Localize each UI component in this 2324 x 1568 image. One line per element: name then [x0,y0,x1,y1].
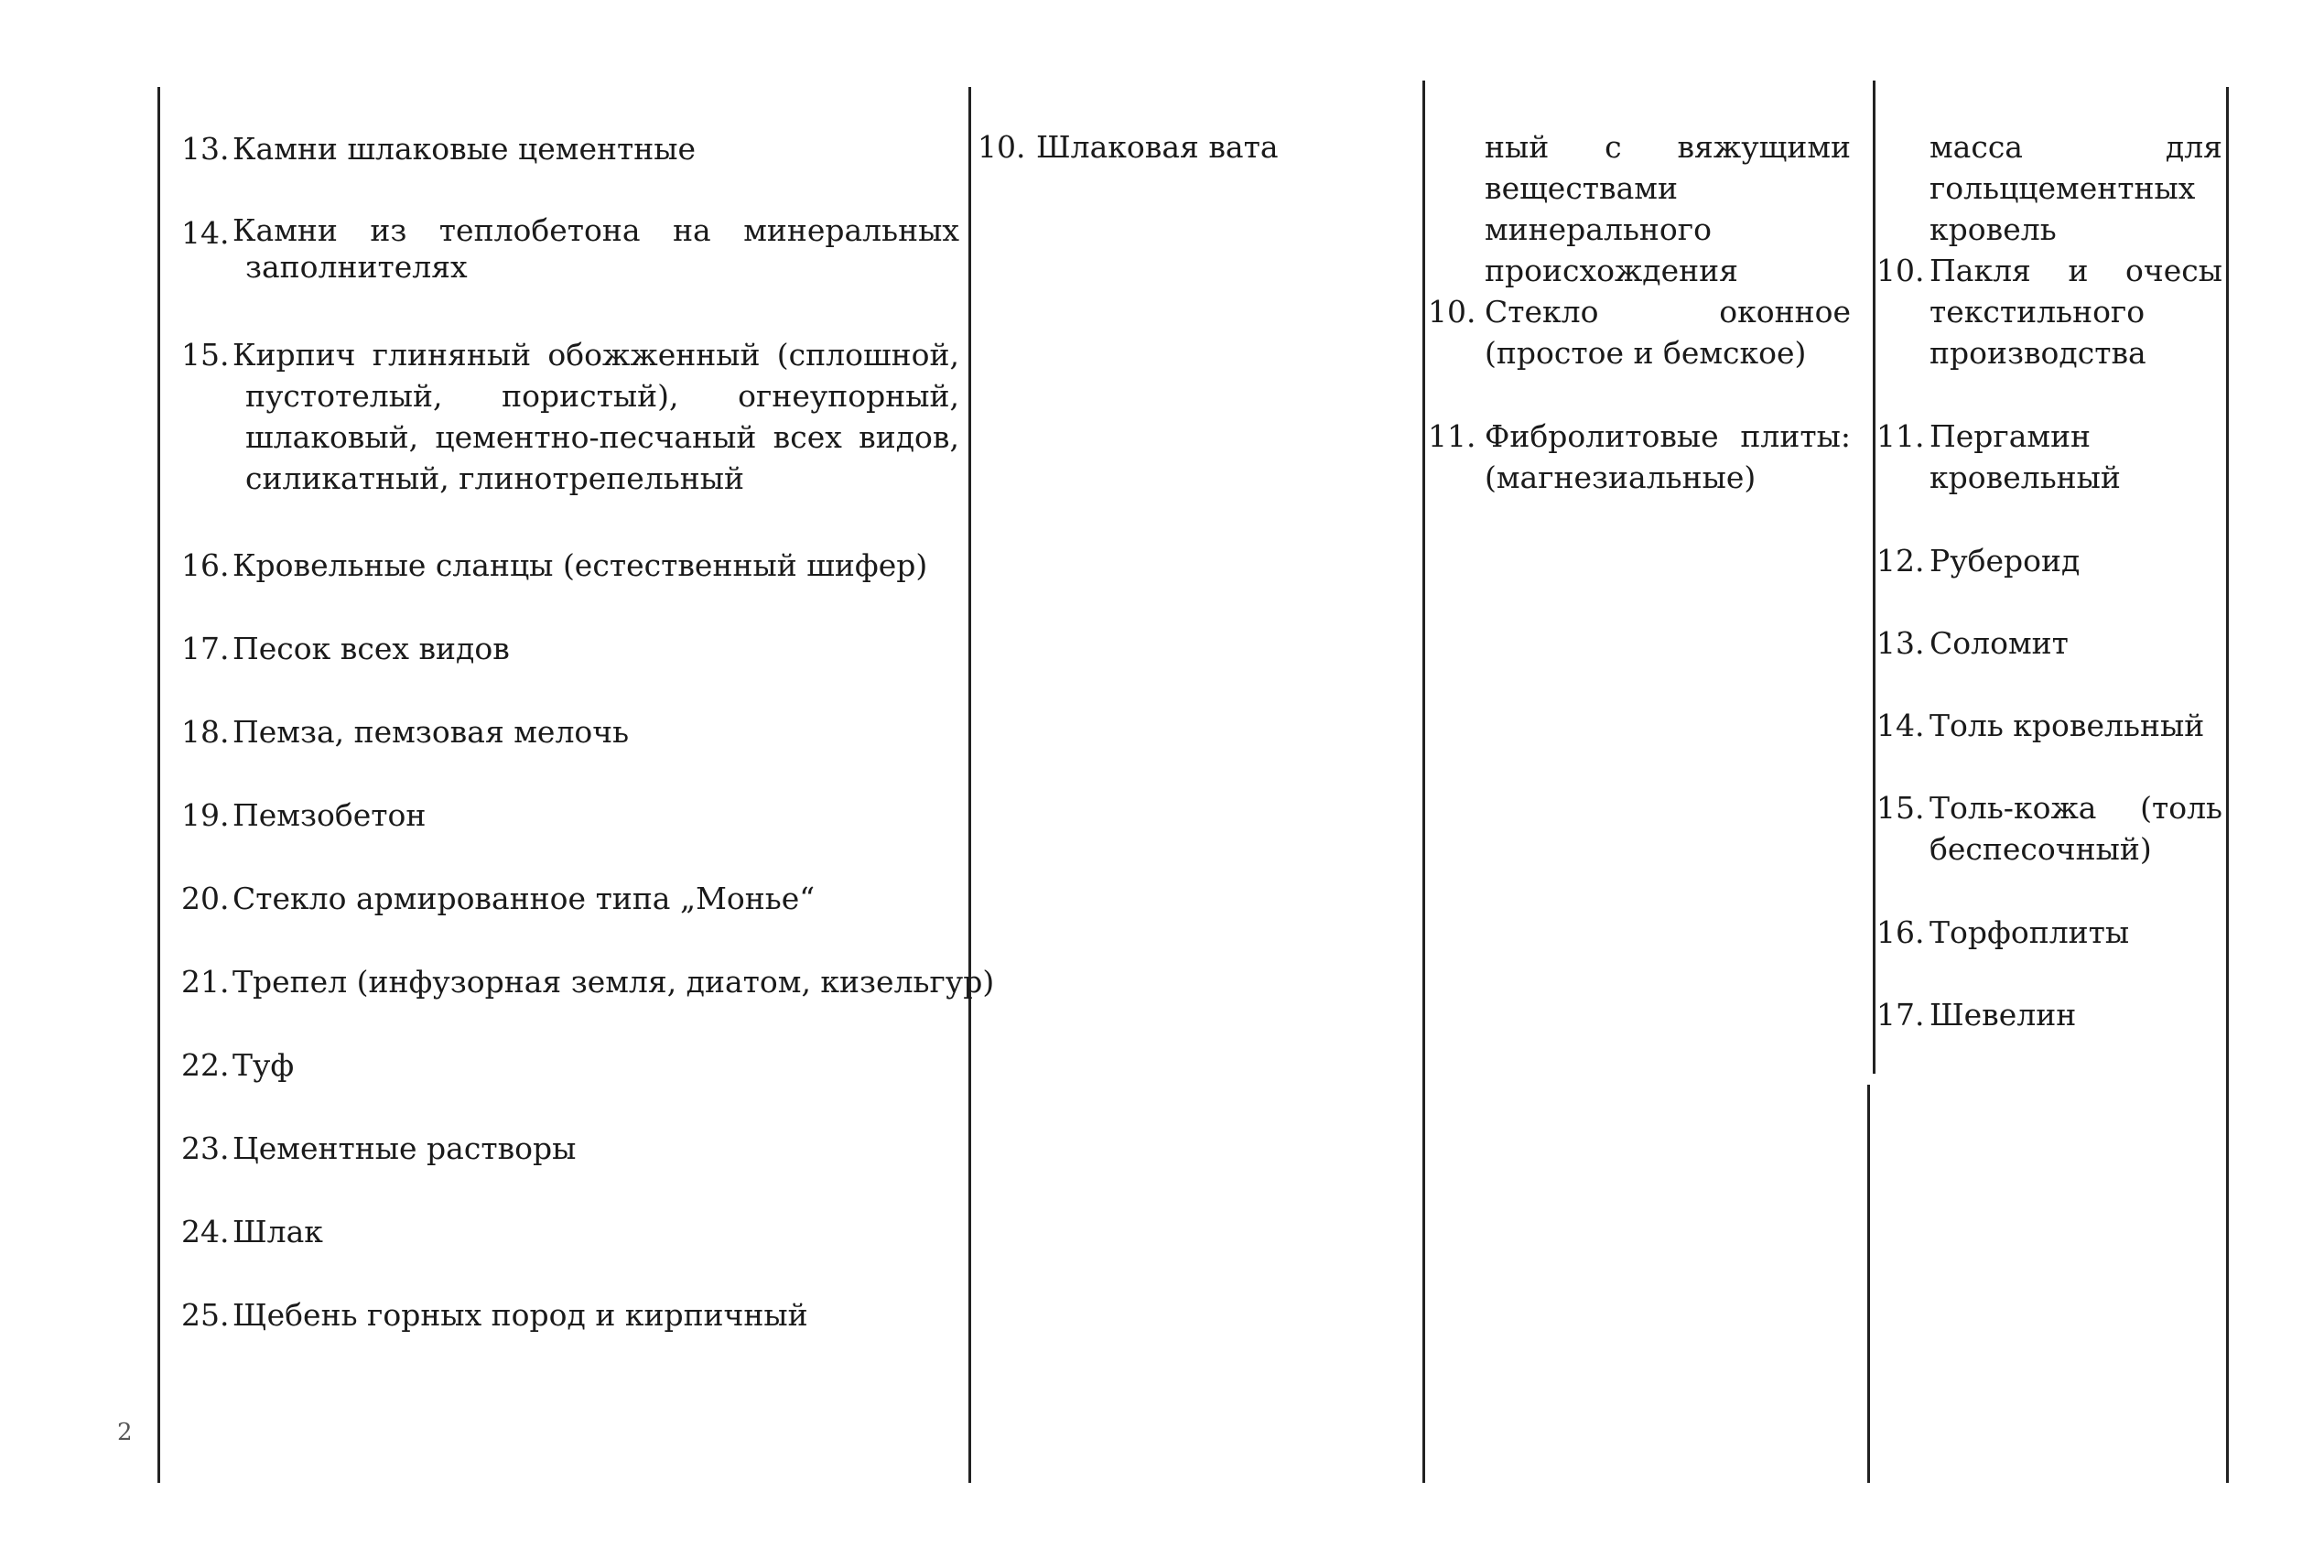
item-number: 10. [1428,294,1476,330]
item-number: 19. [181,797,230,833]
list-item [1876,787,2222,870]
item-number: 14. [1876,708,1925,743]
list-item [978,126,1417,168]
item-text: Туф [232,1047,295,1083]
item-text: Камни шлаковые цементные [232,131,697,167]
list-item [181,628,959,669]
list-item [181,1294,959,1336]
item-number: 23. [181,1130,230,1166]
item-number: 24. [181,1214,230,1249]
item-number: 15. [1876,790,1925,826]
item-number: 17. [181,631,230,666]
item-text: Пергамин кровельный [1929,418,2121,495]
list-item [1876,994,2222,1035]
item-text: Шлак [232,1214,323,1249]
item-text: Кровельные сланцы (естественный шифер) [232,547,928,583]
item-text: Стекло оконное (простое и бемское) [1485,294,1851,371]
item-text: Цементные растворы [232,1130,577,1166]
item-text: Пемзобетон [232,797,427,833]
list-item [1876,416,2222,498]
item-text: Камни из теплобетона на минеральных заполнителях [232,212,959,285]
item-text: Рубероид [1929,543,2081,579]
column-rule-2 [968,87,971,1483]
item-text: Стекло армированное типа „Монье“ [232,881,816,916]
item-number: 20. [181,881,230,916]
list-item [181,212,959,286]
continuation-text [1428,126,1851,291]
item-number: 25. [181,1297,230,1333]
item-number: 10. [1876,253,1925,288]
list-item [1428,416,1851,498]
margin-mark: 2 [117,1419,133,1446]
list-item [1876,622,2222,664]
item-number: 22. [181,1047,230,1083]
column-rule-1 [157,87,160,1483]
item-text: Торфоплиты [1929,914,2130,950]
item-number: 21. [181,964,230,1000]
list-item [181,795,959,836]
list-item [181,545,959,586]
item-number: 14. [181,215,230,251]
continuation-text [1876,126,2222,250]
item-text: ный с вяжущими веществами минерального происхождения [1485,129,1851,288]
list-item [1876,540,2222,581]
item-number: 16. [1876,914,1925,950]
list-item [1876,250,2222,373]
item-text: Щебень горных пород и кирпичный [232,1297,808,1333]
item-text: Фибролитовые плиты: (магнезиальные) [1485,418,1851,495]
item-number: 11. [1876,418,1925,454]
item-text: Шлаковая вата [1036,129,1279,165]
item-number: 12. [1876,543,1925,579]
item-number: 17. [1876,997,1925,1033]
list-item [1428,291,1851,373]
item-text: Пакля и очесы текстильного производства [1929,253,2222,371]
item-text: Трепел (инфузорная земля, диатом, кизельгур) [232,964,995,1000]
item-number: 18. [181,714,230,750]
item-text: Шевелин [1929,997,2077,1033]
item-text: Кирпич глиняный обожженный (сплошной, пустотелый, пористый), огнеупорный, шлаковый, цементно-песчаный всех видов, силикатный, глинотрепельный [232,337,959,496]
list-item [181,1211,959,1252]
list-item [181,711,959,752]
item-text: Пемза, пемзовая мелочь [232,714,630,750]
item-number: 13. [1876,625,1925,661]
item-number: 10. [978,129,1026,165]
item-text: Толь-кожа (толь беспесочный) [1929,790,2222,867]
item-number: 13. [181,131,230,167]
column-rule-3 [1422,81,1425,1483]
item-number: 11. [1428,418,1476,454]
item-text: Соломит [1929,625,2069,661]
item-number: 16. [181,547,230,583]
list-item [1876,912,2222,953]
list-item [1876,705,2222,746]
list-item [181,128,959,169]
list-item [181,961,995,1002]
column-rule-5 [2226,87,2229,1483]
column-rule-4b [1867,1085,1870,1483]
list-item [181,1128,959,1169]
item-text: Толь кровельный [1929,708,2205,743]
item-number: 15. [181,337,230,373]
column-rule-4a [1873,81,1875,1074]
list-item [181,878,959,919]
item-text: масса для гольццементных кровель [1929,129,2222,247]
item-text: Песок всех видов [232,631,510,666]
list-item [181,334,959,499]
list-item [181,1044,959,1086]
